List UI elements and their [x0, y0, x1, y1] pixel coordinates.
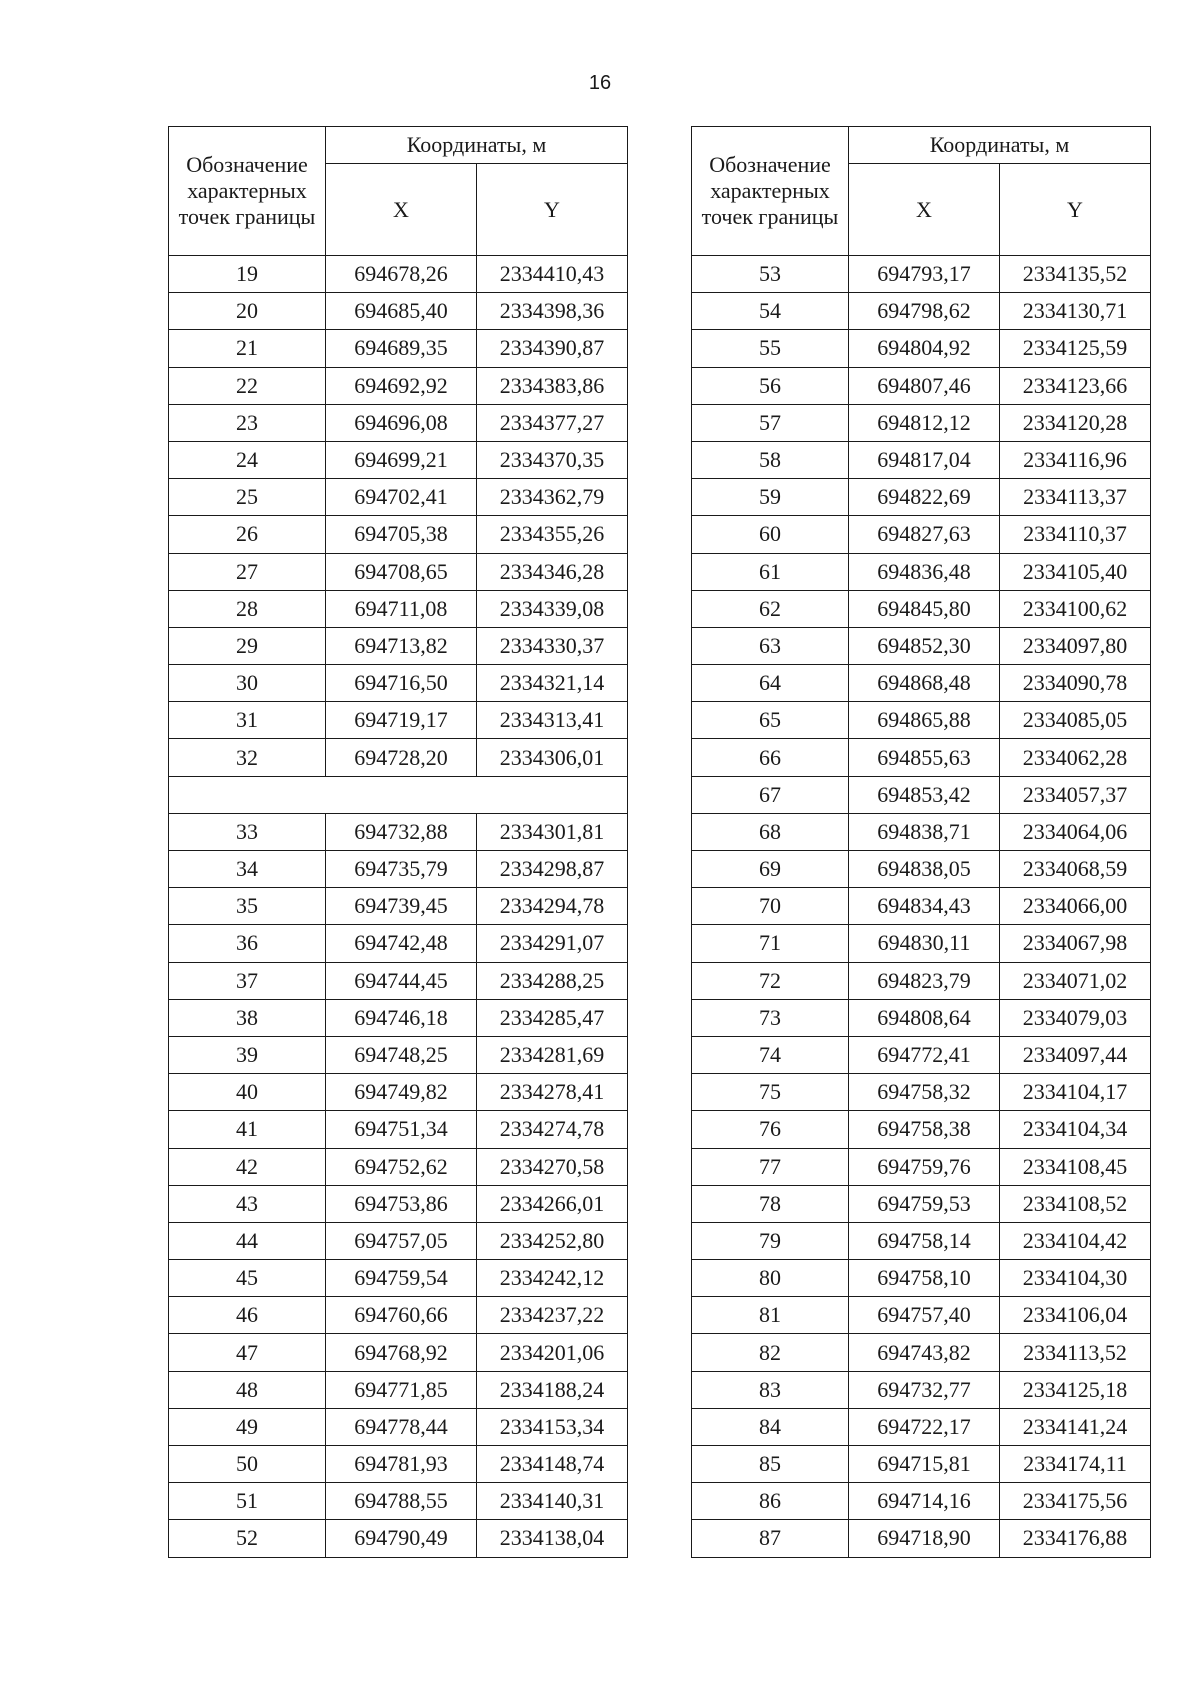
point-number-cell: 43	[169, 1185, 326, 1222]
table-row	[169, 925, 628, 962]
x-coordinate-cell: 694758,10	[849, 1260, 1000, 1297]
table-row	[169, 441, 628, 478]
x-coordinate-cell: 694838,71	[849, 813, 1000, 850]
table-row	[692, 293, 1151, 330]
y-coordinate-cell: 2334090,78	[1000, 665, 1151, 702]
table-row	[169, 1111, 628, 1148]
table-row	[169, 851, 628, 888]
table-row	[169, 962, 628, 999]
y-coordinate-cell: 2334125,59	[1000, 330, 1151, 367]
left-table-separator	[169, 776, 628, 813]
x-coordinate-cell: 694705,38	[326, 516, 477, 553]
table-row	[692, 739, 1151, 776]
table-row	[692, 479, 1151, 516]
y-coordinate-cell: 2334242,12	[477, 1260, 628, 1297]
point-number-cell: 33	[169, 813, 326, 850]
y-coordinate-cell: 2334141,24	[1000, 1408, 1151, 1445]
point-number-cell: 62	[692, 590, 849, 627]
table-row	[692, 367, 1151, 404]
x-coordinate-cell: 694714,16	[849, 1483, 1000, 1520]
x-coordinate-cell: 694758,38	[849, 1111, 1000, 1148]
table-row	[692, 1297, 1151, 1334]
point-number-cell: 77	[692, 1148, 849, 1185]
y-coordinate-cell: 2334321,14	[477, 665, 628, 702]
point-number-cell: 34	[169, 851, 326, 888]
point-number-cell: 21	[169, 330, 326, 367]
table-row	[692, 1148, 1151, 1185]
point-number-cell: 45	[169, 1260, 326, 1297]
y-coordinate-cell: 2334281,69	[477, 1036, 628, 1073]
table-row	[169, 1222, 628, 1259]
left-table-body-b	[169, 813, 628, 1557]
table-row	[692, 1520, 1151, 1557]
point-number-cell: 68	[692, 813, 849, 850]
x-coordinate-cell: 694845,80	[849, 590, 1000, 627]
point-number-cell: 73	[692, 999, 849, 1036]
point-number-cell: 48	[169, 1371, 326, 1408]
y-coordinate-cell: 2334106,04	[1000, 1297, 1151, 1334]
point-number-cell: 84	[692, 1408, 849, 1445]
y-coordinate-cell: 2334274,78	[477, 1111, 628, 1148]
point-number-cell: 31	[169, 702, 326, 739]
x-coordinate-cell: 694719,17	[326, 702, 477, 739]
y-coordinate-cell: 2334294,78	[477, 888, 628, 925]
table-row	[169, 1036, 628, 1073]
y-coordinate-cell: 2334339,08	[477, 590, 628, 627]
table-row	[169, 256, 628, 293]
x-coordinate-cell: 694696,08	[326, 404, 477, 441]
x-coordinate-cell: 694722,17	[849, 1408, 1000, 1445]
table-row	[692, 330, 1151, 367]
point-number-cell: 63	[692, 627, 849, 664]
point-number-cell: 30	[169, 665, 326, 702]
y-coordinate-cell: 2334313,41	[477, 702, 628, 739]
coordinates-table-right	[691, 126, 1151, 1558]
table-row	[169, 1483, 628, 1520]
x-coordinate-cell: 694742,48	[326, 925, 477, 962]
table-row	[169, 1074, 628, 1111]
point-number-cell: 41	[169, 1111, 326, 1148]
x-coordinate-cell: 694817,04	[849, 441, 1000, 478]
table-row	[692, 590, 1151, 627]
coordinates-table-left	[168, 126, 628, 1558]
x-coordinate-cell: 694827,63	[849, 516, 1000, 553]
x-coordinate-cell: 694757,40	[849, 1297, 1000, 1334]
point-number-cell: 47	[169, 1334, 326, 1371]
x-coordinate-cell: 694759,54	[326, 1260, 477, 1297]
table-row	[169, 330, 628, 367]
table-row	[692, 1408, 1151, 1445]
y-coordinate-cell: 2334071,02	[1000, 962, 1151, 999]
x-coordinate-cell: 694739,45	[326, 888, 477, 925]
table-row	[692, 925, 1151, 962]
point-number-cell: 32	[169, 739, 326, 776]
y-coordinate-cell: 2334370,35	[477, 441, 628, 478]
right-table-body	[692, 256, 1151, 1558]
x-coordinate-cell: 694836,48	[849, 553, 1000, 590]
x-coordinate-cell: 694732,88	[326, 813, 477, 850]
point-number-cell: 52	[169, 1520, 326, 1557]
y-coordinate-cell: 2334085,05	[1000, 702, 1151, 739]
x-header: X	[326, 164, 477, 256]
x-coordinate-cell: 694788,55	[326, 1483, 477, 1520]
y-coordinate-cell: 2334301,81	[477, 813, 628, 850]
x-coordinate-cell: 694868,48	[849, 665, 1000, 702]
x-coordinate-cell: 694830,11	[849, 925, 1000, 962]
y-coordinate-cell: 2334398,36	[477, 293, 628, 330]
y-coordinate-cell: 2334291,07	[477, 925, 628, 962]
point-number-cell: 74	[692, 1036, 849, 1073]
table-row	[692, 441, 1151, 478]
x-coordinate-cell: 694759,53	[849, 1185, 1000, 1222]
point-number-cell: 40	[169, 1074, 326, 1111]
x-coordinate-cell: 694685,40	[326, 293, 477, 330]
table-row	[169, 479, 628, 516]
x-coordinate-cell: 694757,05	[326, 1222, 477, 1259]
y-coordinate-cell: 2334104,34	[1000, 1111, 1151, 1148]
table-row	[692, 851, 1151, 888]
table-row	[169, 1520, 628, 1557]
table-row	[169, 1371, 628, 1408]
x-coordinate-cell: 694781,93	[326, 1446, 477, 1483]
y-coordinate-cell: 2334113,37	[1000, 479, 1151, 516]
point-number-cell: 19	[169, 256, 326, 293]
y-coordinate-cell: 2334153,34	[477, 1408, 628, 1445]
x-coordinate-cell: 694678,26	[326, 256, 477, 293]
x-coordinate-cell: 694798,62	[849, 293, 1000, 330]
y-coordinate-cell: 2334140,31	[477, 1483, 628, 1520]
point-number-cell: 44	[169, 1222, 326, 1259]
point-number-cell: 64	[692, 665, 849, 702]
table-row	[169, 999, 628, 1036]
x-coordinate-cell: 694855,63	[849, 739, 1000, 776]
table-row	[169, 590, 628, 627]
table-row	[692, 1446, 1151, 1483]
y-coordinate-cell: 2334346,28	[477, 553, 628, 590]
x-coordinate-cell: 694718,90	[849, 1520, 1000, 1557]
point-number-cell: 22	[169, 367, 326, 404]
table-row	[169, 404, 628, 441]
left-table-body-a	[169, 256, 628, 777]
y-coordinate-cell: 2334110,37	[1000, 516, 1151, 553]
y-coordinate-cell: 2334138,04	[477, 1520, 628, 1557]
x-coordinate-cell: 694812,12	[849, 404, 1000, 441]
y-coordinate-cell: 2334104,17	[1000, 1074, 1151, 1111]
x-coordinate-cell: 694752,62	[326, 1148, 477, 1185]
y-coordinate-cell: 2334176,88	[1000, 1520, 1151, 1557]
y-coordinate-cell: 2334174,11	[1000, 1446, 1151, 1483]
y-coordinate-cell: 2334410,43	[477, 256, 628, 293]
y-coordinate-cell: 2334062,28	[1000, 739, 1151, 776]
table-row	[169, 888, 628, 925]
table-row	[692, 1483, 1151, 1520]
x-coordinate-cell: 694749,82	[326, 1074, 477, 1111]
x-coordinate-cell: 694758,32	[849, 1074, 1000, 1111]
point-number-cell: 87	[692, 1520, 849, 1557]
table-row	[692, 776, 1151, 813]
y-coordinate-cell: 2334135,52	[1000, 256, 1151, 293]
table-row	[692, 702, 1151, 739]
point-number-cell: 53	[692, 256, 849, 293]
table-row	[692, 256, 1151, 293]
y-coordinate-cell: 2334108,45	[1000, 1148, 1151, 1185]
point-number-cell: 56	[692, 367, 849, 404]
table-row	[692, 962, 1151, 999]
y-coordinate-cell: 2334100,62	[1000, 590, 1151, 627]
point-number-cell: 69	[692, 851, 849, 888]
y-coordinate-cell: 2334113,52	[1000, 1334, 1151, 1371]
point-number-cell: 29	[169, 627, 326, 664]
table-row	[169, 813, 628, 850]
x-coordinate-cell: 694790,49	[326, 1520, 477, 1557]
table-row	[169, 739, 628, 776]
point-number-cell: 54	[692, 293, 849, 330]
x-coordinate-cell: 694743,82	[849, 1334, 1000, 1371]
point-number-cell: 36	[169, 925, 326, 962]
y-coordinate-cell: 2334064,06	[1000, 813, 1151, 850]
table-row	[692, 1371, 1151, 1408]
table-row	[169, 1446, 628, 1483]
point-number-cell: 26	[169, 516, 326, 553]
y-coordinate-cell: 2334188,24	[477, 1371, 628, 1408]
table-row	[169, 1185, 628, 1222]
y-coordinate-cell: 2334079,03	[1000, 999, 1151, 1036]
point-number-cell: 65	[692, 702, 849, 739]
table-row	[692, 1222, 1151, 1259]
y-header: Y	[477, 164, 628, 256]
x-coordinate-cell: 694708,65	[326, 553, 477, 590]
point-number-cell: 79	[692, 1222, 849, 1259]
x-coordinate-cell: 694692,92	[326, 367, 477, 404]
point-number-cell: 85	[692, 1446, 849, 1483]
point-number-cell: 72	[692, 962, 849, 999]
point-number-cell: 81	[692, 1297, 849, 1334]
y-coordinate-cell: 2334355,26	[477, 516, 628, 553]
y-coordinate-cell: 2334097,80	[1000, 627, 1151, 664]
point-number-cell: 20	[169, 293, 326, 330]
x-coordinate-cell: 694834,43	[849, 888, 1000, 925]
point-number-cell: 51	[169, 1483, 326, 1520]
point-number-cell: 76	[692, 1111, 849, 1148]
x-coordinate-cell: 694804,92	[849, 330, 1000, 367]
x-coordinate-cell: 694778,44	[326, 1408, 477, 1445]
x-coordinate-cell: 694793,17	[849, 256, 1000, 293]
y-coordinate-cell: 2334066,00	[1000, 888, 1151, 925]
x-coordinate-cell: 694735,79	[326, 851, 477, 888]
point-number-cell: 55	[692, 330, 849, 367]
x-coordinate-cell: 694852,30	[849, 627, 1000, 664]
point-number-cell: 49	[169, 1408, 326, 1445]
x-coordinate-cell: 694716,50	[326, 665, 477, 702]
x-coordinate-cell: 694807,46	[849, 367, 1000, 404]
point-number-cell: 60	[692, 516, 849, 553]
y-coordinate-cell: 2334362,79	[477, 479, 628, 516]
point-number-cell: 35	[169, 888, 326, 925]
point-number-cell: 59	[692, 479, 849, 516]
y-coordinate-cell: 2334237,22	[477, 1297, 628, 1334]
table-row	[692, 665, 1151, 702]
x-header: X	[849, 164, 1000, 256]
table-row	[169, 627, 628, 664]
y-coordinate-cell: 2334148,74	[477, 1446, 628, 1483]
table-row	[692, 1074, 1151, 1111]
point-number-cell: 25	[169, 479, 326, 516]
x-coordinate-cell: 694699,21	[326, 441, 477, 478]
table-row	[169, 553, 628, 590]
y-coordinate-cell: 2334105,40	[1000, 553, 1151, 590]
y-coordinate-cell: 2334057,37	[1000, 776, 1151, 813]
x-coordinate-cell: 694771,85	[326, 1371, 477, 1408]
y-header: Y	[1000, 164, 1151, 256]
y-coordinate-cell: 2334108,52	[1000, 1185, 1151, 1222]
table-row	[692, 1111, 1151, 1148]
y-coordinate-cell: 2334175,56	[1000, 1483, 1151, 1520]
point-number-cell: 38	[169, 999, 326, 1036]
x-coordinate-cell: 694758,14	[849, 1222, 1000, 1259]
x-coordinate-cell: 694751,34	[326, 1111, 477, 1148]
y-coordinate-cell: 2334201,06	[477, 1334, 628, 1371]
y-coordinate-cell: 2334125,18	[1000, 1371, 1151, 1408]
y-coordinate-cell: 2334270,58	[477, 1148, 628, 1185]
point-designation-header: Обозначение характерных точек границы	[169, 127, 326, 256]
table-row	[169, 293, 628, 330]
table-row	[692, 999, 1151, 1036]
point-number-cell: 80	[692, 1260, 849, 1297]
point-number-cell: 66	[692, 739, 849, 776]
y-coordinate-cell: 2334130,71	[1000, 293, 1151, 330]
x-coordinate-cell: 694744,45	[326, 962, 477, 999]
x-coordinate-cell: 694822,69	[849, 479, 1000, 516]
x-coordinate-cell: 694732,77	[849, 1371, 1000, 1408]
y-coordinate-cell: 2334278,41	[477, 1074, 628, 1111]
table-row	[692, 404, 1151, 441]
point-number-cell: 75	[692, 1074, 849, 1111]
y-coordinate-cell: 2334068,59	[1000, 851, 1151, 888]
coordinates-header: Координаты, м	[326, 127, 628, 164]
y-coordinate-cell: 2334252,80	[477, 1222, 628, 1259]
y-coordinate-cell: 2334288,25	[477, 962, 628, 999]
table-row	[692, 627, 1151, 664]
point-number-cell: 37	[169, 962, 326, 999]
table-row	[692, 1185, 1151, 1222]
y-coordinate-cell: 2334306,01	[477, 739, 628, 776]
y-coordinate-cell: 2334067,98	[1000, 925, 1151, 962]
point-number-cell: 28	[169, 590, 326, 627]
table-row	[169, 1260, 628, 1297]
x-coordinate-cell: 694768,92	[326, 1334, 477, 1371]
point-number-cell: 23	[169, 404, 326, 441]
x-coordinate-cell: 694772,41	[849, 1036, 1000, 1073]
table-row	[692, 888, 1151, 925]
y-coordinate-cell: 2334298,87	[477, 851, 628, 888]
y-coordinate-cell: 2334390,87	[477, 330, 628, 367]
point-number-cell: 83	[692, 1371, 849, 1408]
x-coordinate-cell: 694759,76	[849, 1148, 1000, 1185]
x-coordinate-cell: 694753,86	[326, 1185, 477, 1222]
page-number: 16	[588, 72, 612, 94]
table-row	[169, 665, 628, 702]
table-row	[692, 516, 1151, 553]
table-row	[169, 516, 628, 553]
x-coordinate-cell: 694702,41	[326, 479, 477, 516]
point-number-cell: 27	[169, 553, 326, 590]
x-coordinate-cell: 694689,35	[326, 330, 477, 367]
point-number-cell: 86	[692, 1483, 849, 1520]
x-coordinate-cell: 694760,66	[326, 1297, 477, 1334]
table-row	[692, 553, 1151, 590]
point-number-cell: 42	[169, 1148, 326, 1185]
table-row	[692, 1036, 1151, 1073]
point-number-cell: 39	[169, 1036, 326, 1073]
point-number-cell: 50	[169, 1446, 326, 1483]
point-number-cell: 78	[692, 1185, 849, 1222]
x-coordinate-cell: 694748,25	[326, 1036, 477, 1073]
point-number-cell: 58	[692, 441, 849, 478]
x-coordinate-cell: 694865,88	[849, 702, 1000, 739]
y-coordinate-cell: 2334123,66	[1000, 367, 1151, 404]
y-coordinate-cell: 2334116,96	[1000, 441, 1151, 478]
x-coordinate-cell: 694728,20	[326, 739, 477, 776]
x-coordinate-cell: 694713,82	[326, 627, 477, 664]
table-row	[169, 1297, 628, 1334]
point-number-cell: 67	[692, 776, 849, 813]
y-coordinate-cell: 2334104,30	[1000, 1260, 1151, 1297]
coordinates-header: Координаты, м	[849, 127, 1151, 164]
point-designation-header: Обозначение характерных точек границы	[692, 127, 849, 256]
separator-row	[169, 776, 628, 813]
point-number-cell: 82	[692, 1334, 849, 1371]
point-number-cell: 57	[692, 404, 849, 441]
x-coordinate-cell: 694808,64	[849, 999, 1000, 1036]
table-row	[169, 1148, 628, 1185]
y-coordinate-cell: 2334120,28	[1000, 404, 1151, 441]
point-number-cell: 46	[169, 1297, 326, 1334]
x-coordinate-cell: 694715,81	[849, 1446, 1000, 1483]
x-coordinate-cell: 694711,08	[326, 590, 477, 627]
table-row	[692, 1334, 1151, 1371]
x-coordinate-cell: 694853,42	[849, 776, 1000, 813]
table-row	[692, 813, 1151, 850]
table-row	[169, 1408, 628, 1445]
y-coordinate-cell: 2334377,27	[477, 404, 628, 441]
table-row	[169, 367, 628, 404]
point-number-cell: 61	[692, 553, 849, 590]
table-row	[692, 1260, 1151, 1297]
x-coordinate-cell: 694746,18	[326, 999, 477, 1036]
x-coordinate-cell: 694838,05	[849, 851, 1000, 888]
x-coordinate-cell: 694823,79	[849, 962, 1000, 999]
point-number-cell: 70	[692, 888, 849, 925]
y-coordinate-cell: 2334104,42	[1000, 1222, 1151, 1259]
y-coordinate-cell: 2334285,47	[477, 999, 628, 1036]
point-number-cell: 24	[169, 441, 326, 478]
y-coordinate-cell: 2334097,44	[1000, 1036, 1151, 1073]
point-number-cell: 71	[692, 925, 849, 962]
y-coordinate-cell: 2334330,37	[477, 627, 628, 664]
y-coordinate-cell: 2334266,01	[477, 1185, 628, 1222]
table-row	[169, 702, 628, 739]
table-row	[169, 1334, 628, 1371]
y-coordinate-cell: 2334383,86	[477, 367, 628, 404]
